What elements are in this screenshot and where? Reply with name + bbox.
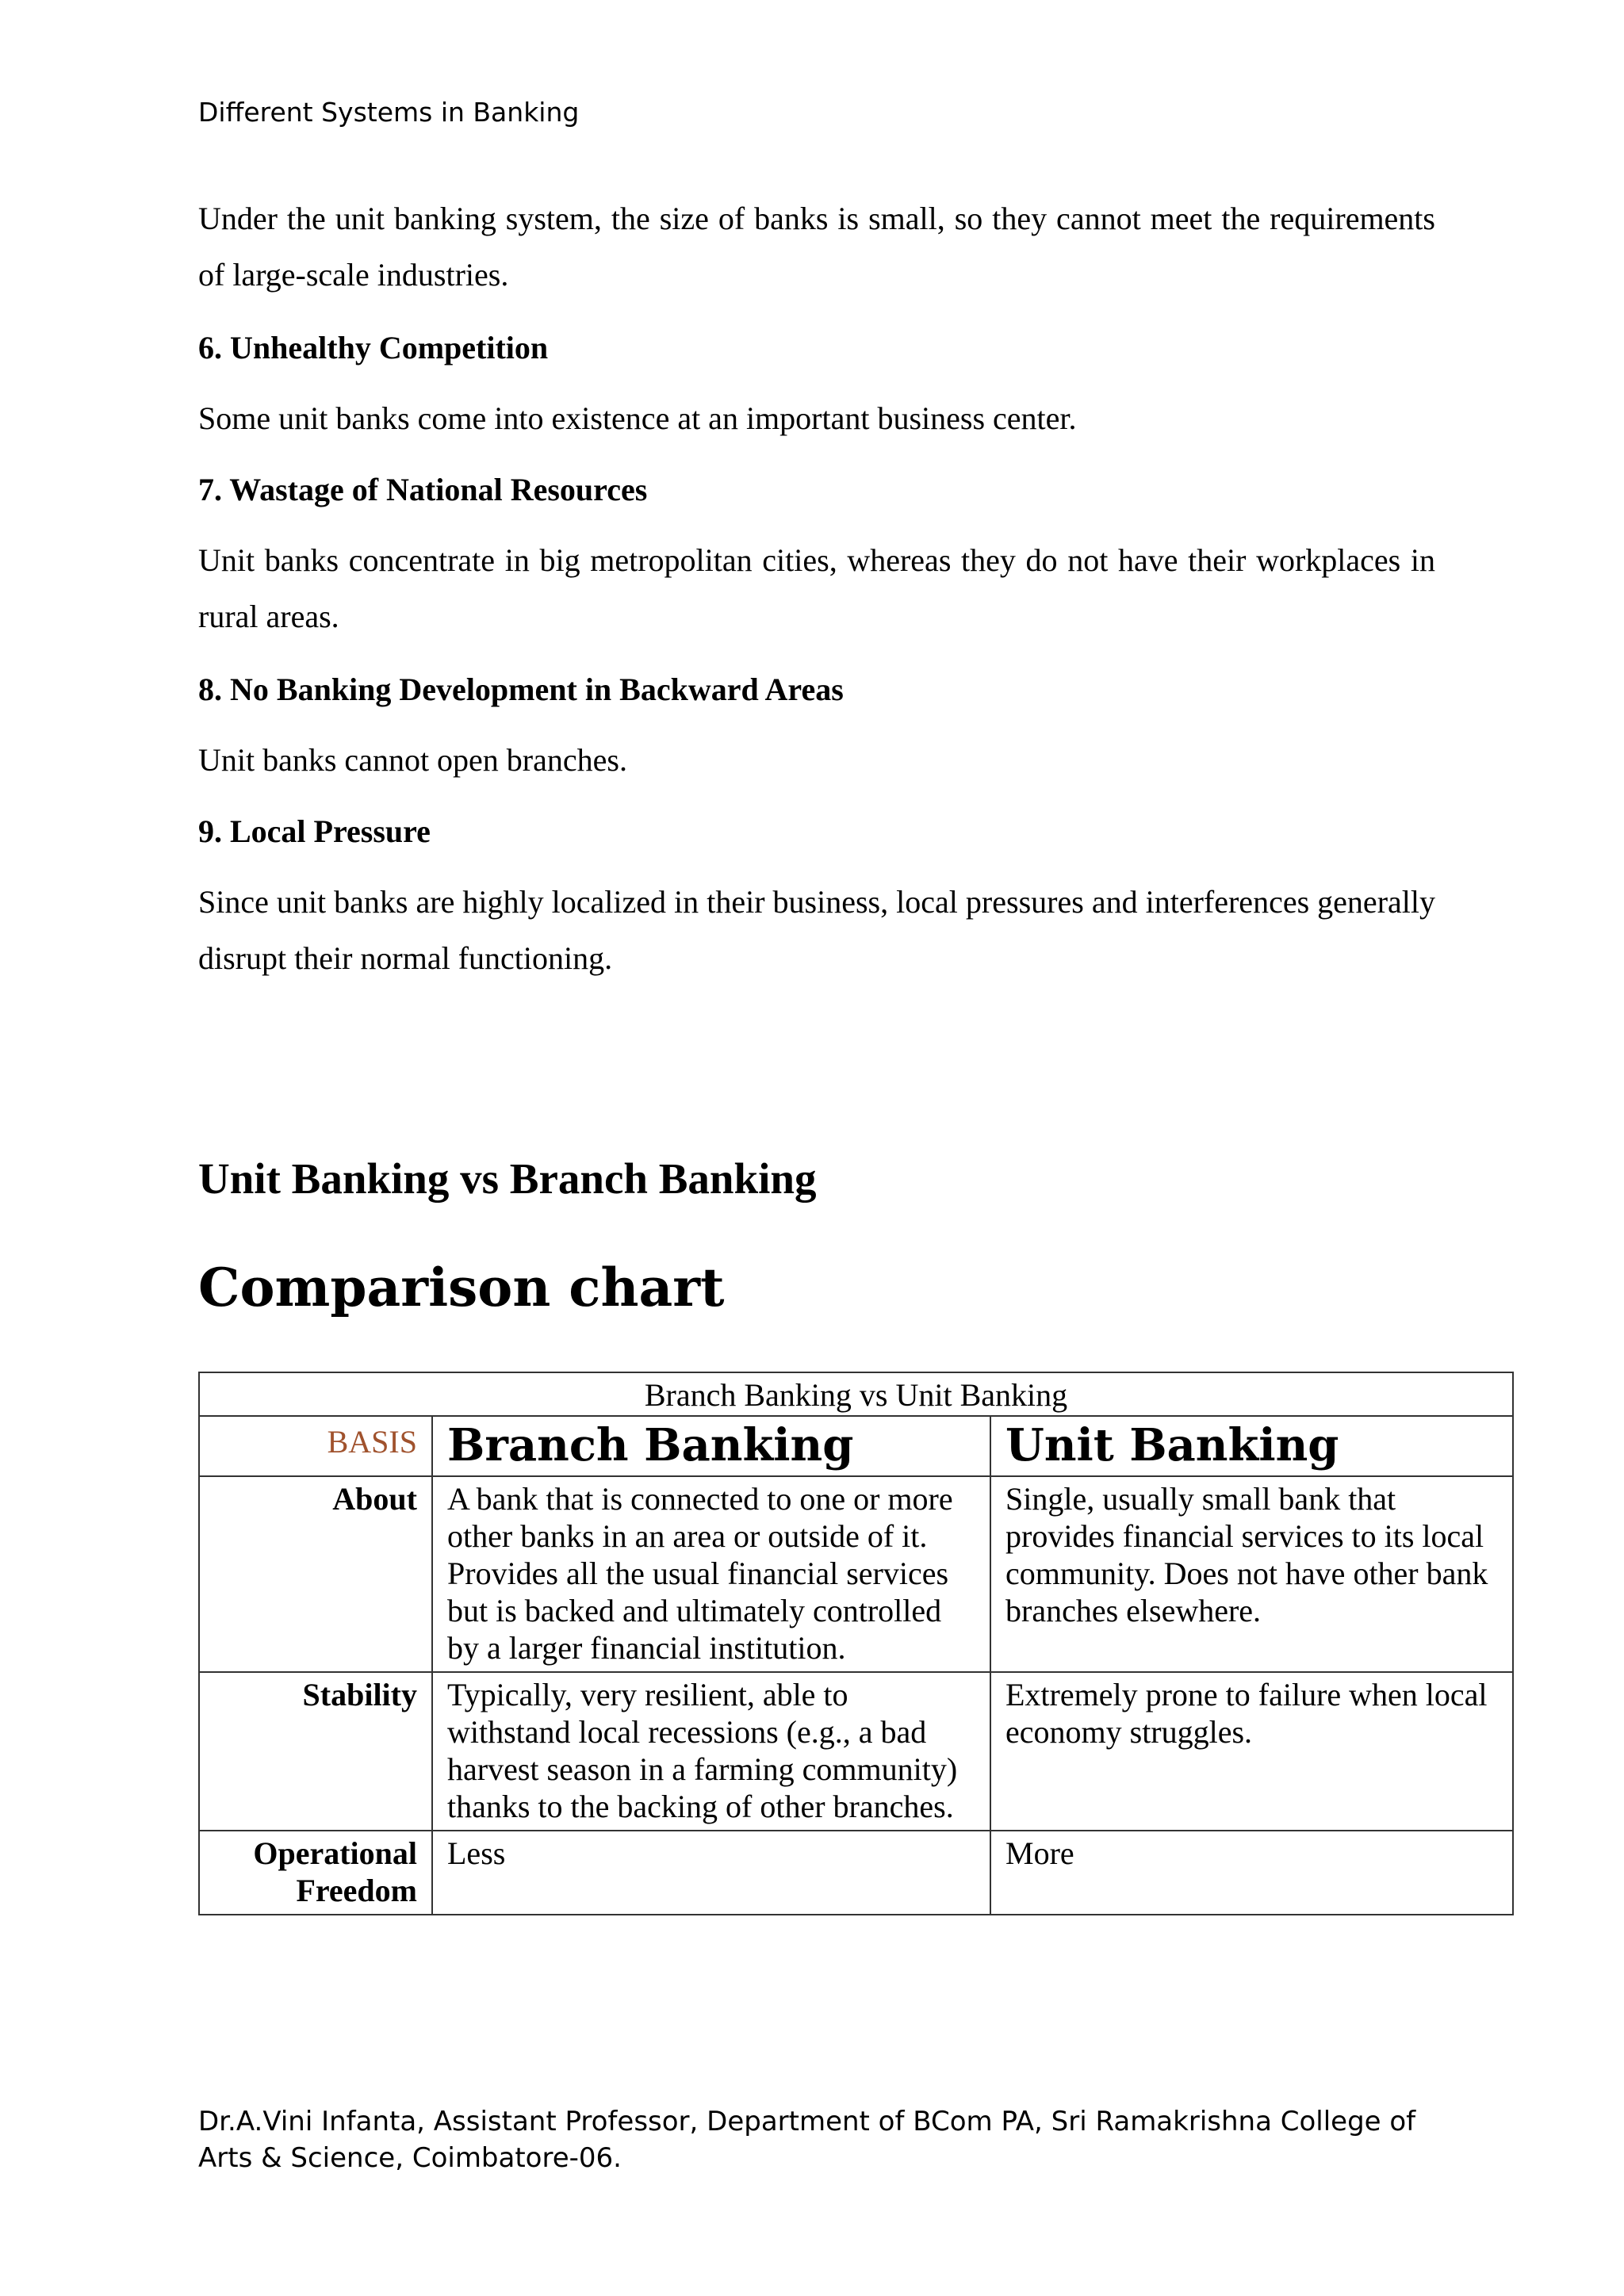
section-title: Unit Banking vs Branch Banking <box>198 1154 817 1203</box>
table-caption: Branch Banking vs Unit Banking <box>199 1372 1513 1416</box>
point-text: Since unit banks are highly localized in their business, local pressures and interferences generally disrupt their normal functioning. <box>198 884 1435 976</box>
point-text: Unit banks concentrate in big metropolitan cities, whereas they do not have their workplaces in rural areas. <box>198 542 1435 634</box>
row-label-operational-freedom: Operational Freedom <box>199 1831 432 1915</box>
cell-branch-operational-freedom: Less <box>432 1831 990 1915</box>
row-label-stability: Stability <box>199 1672 432 1831</box>
unit-banking-header: Unit Banking <box>990 1416 1513 1476</box>
point-heading: 6. Unhealthy Competition <box>198 330 549 365</box>
page-header: Different Systems in Banking <box>198 97 580 128</box>
cell-branch-stability: Typically, very resilient, able to withstand local recessions (e.g., a bad harvest season in a farming community) thanks to the backing of other branches. <box>432 1672 990 1831</box>
point-text: Some unit banks come into existence at an important business center. <box>198 400 1077 436</box>
cell-unit-stability: Extremely prone to failure when local economy struggles. <box>990 1672 1513 1831</box>
table-row <box>199 1831 1513 1915</box>
point-heading: 8. No Banking Development in Backward Areas <box>198 672 844 707</box>
table-header-row <box>199 1416 1513 1476</box>
comparison-chart-title: Comparison chart <box>198 1257 725 1318</box>
comparison-table <box>198 1372 1514 1915</box>
point-heading: 7. Wastage of National Resources <box>198 472 648 507</box>
row-label-about: About <box>199 1476 432 1672</box>
document-body <box>198 190 1435 986</box>
cell-unit-operational-freedom: More <box>990 1831 1513 1915</box>
page-footer: Dr.A.Vini Infanta, Assistant Professor, Department of BCom PA, Sri Ramakrishna College of Arts & Science, Coimbatore-06. <box>198 2106 1416 2174</box>
table-caption-row <box>199 1372 1513 1416</box>
cell-branch-about: A bank that is connected to one or more other banks in an area or outside of it. Provides all the usual financial services but is backed and ultimately controlled by a larger financial institution. <box>432 1476 990 1672</box>
point-heading: 9. Local Pressure <box>198 813 431 849</box>
table-row <box>199 1476 1513 1672</box>
intro-paragraph: Under the unit banking system, the size of banks is small, so they cannot meet the requirements of large-scale industries. <box>198 201 1435 293</box>
cell-unit-about: Single, usually small bank that provides financial services to its local community. Does not have other bank branches elsewhere. <box>990 1476 1513 1672</box>
basis-header: BASIS <box>199 1416 432 1476</box>
branch-banking-header: Branch Banking <box>432 1416 990 1476</box>
table-row <box>199 1672 1513 1831</box>
point-text: Unit banks cannot open branches. <box>198 742 627 778</box>
